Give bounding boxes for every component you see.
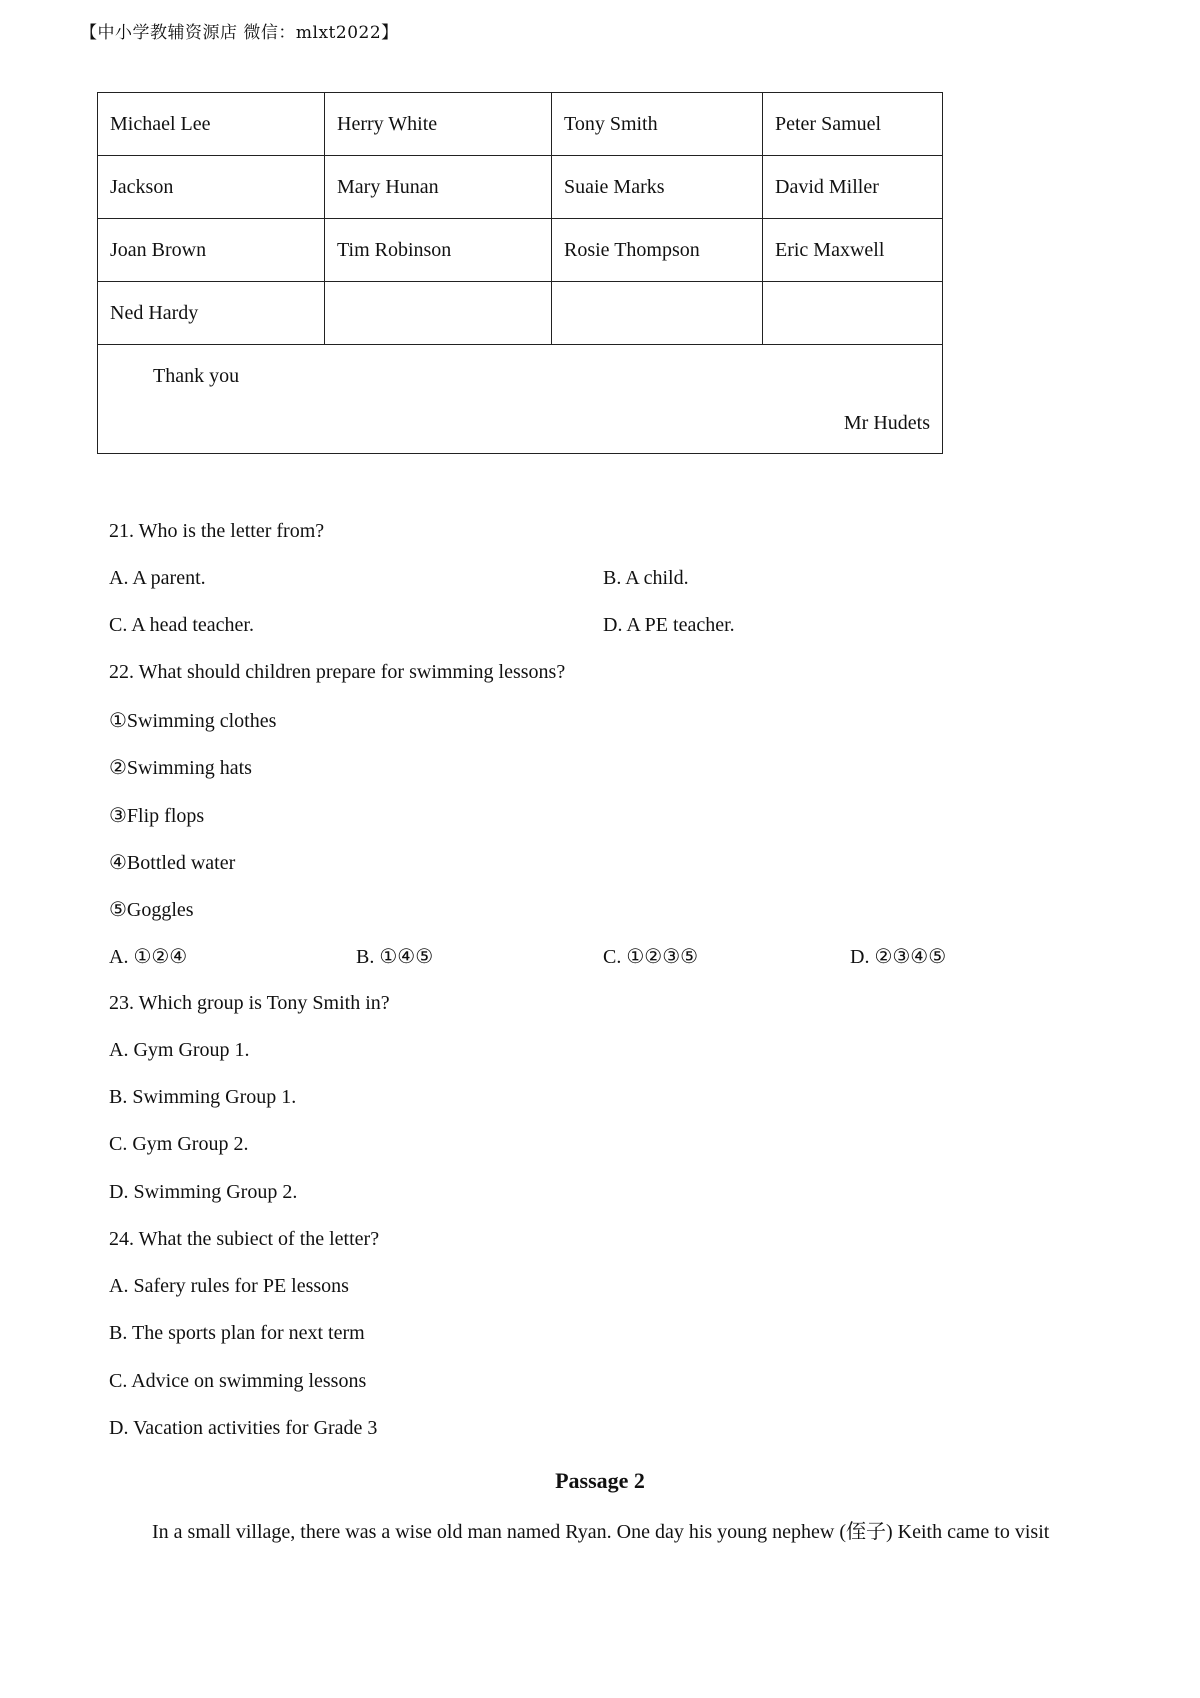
q22-item: ③Flip flops xyxy=(109,805,205,827)
table-cell xyxy=(763,282,943,345)
closing-cell xyxy=(98,345,943,454)
passage-paragraph: In a small village, there was a wise old man named Ryan. One day his young nephew (侄子) Keith came to visit xyxy=(152,1521,1050,1543)
table-cell: Tony Smith xyxy=(552,93,763,156)
table-row xyxy=(98,282,943,345)
q23-option-c: C. Gym Group 2. xyxy=(109,1133,249,1155)
q23-option-d: D. Swimming Group 2. xyxy=(109,1181,298,1203)
q24-option-a: A. Safery rules for PE lessons xyxy=(109,1275,349,1297)
q24-option-d: D. Vacation activities for Grade 3 xyxy=(109,1417,378,1439)
table-cell: David Miller xyxy=(763,156,943,219)
table-cell: Eric Maxwell xyxy=(763,219,943,282)
q22-option-c: C. ①②③⑤ xyxy=(603,946,699,968)
q22-item: ①Swimming clothes xyxy=(109,710,277,732)
q22-option-a: A. ①②④ xyxy=(109,946,188,968)
passage-title: Passage 2 xyxy=(555,1468,645,1493)
q22-item: ④Bottled water xyxy=(109,852,236,874)
table-row xyxy=(98,156,943,219)
q21-option-a: A. A parent. xyxy=(109,567,206,589)
question-24: 24. What the subiect of the letter? xyxy=(109,1228,380,1250)
q21-option-d: D. A PE teacher. xyxy=(603,614,735,636)
table-row xyxy=(98,345,943,454)
q24-option-c: C. Advice on swimming lessons xyxy=(109,1370,367,1392)
page-header: 【中小学教辅资源店 微信：mlxt2022】 xyxy=(80,23,399,43)
table-cell xyxy=(552,282,763,345)
question-23: 23. Which group is Tony Smith in? xyxy=(109,992,390,1014)
table-row xyxy=(98,93,943,156)
table-cell: Michael Lee xyxy=(98,93,325,156)
q22-item: ②Swimming hats xyxy=(109,757,252,779)
table-cell: Tim Robinson xyxy=(325,219,552,282)
q21-option-c: C. A head teacher. xyxy=(109,614,254,636)
signature-text: Mr Hudets xyxy=(843,412,930,434)
table-cell: Mary Hunan xyxy=(325,156,552,219)
table-cell: Herry White xyxy=(325,93,552,156)
names-table xyxy=(97,92,943,454)
table-cell: Peter Samuel xyxy=(763,93,943,156)
table-cell: Joan Brown xyxy=(98,219,325,282)
table-cell xyxy=(325,282,552,345)
question-22: 22. What should children prepare for swimming lessons? xyxy=(109,661,566,683)
q24-option-b: B. The sports plan for next term xyxy=(109,1322,365,1344)
q21-option-b: B. A child. xyxy=(603,567,689,589)
q22-option-b: B. ①④⑤ xyxy=(356,946,434,968)
table-cell: Jackson xyxy=(98,156,325,219)
question-21: 21. Who is the letter from? xyxy=(109,520,325,542)
table-row xyxy=(98,219,943,282)
table-cell: Suaie Marks xyxy=(552,156,763,219)
closing-text: Thank you xyxy=(153,365,240,387)
q22-item: ⑤Goggles xyxy=(109,899,194,921)
q22-option-d: D. ②③④⑤ xyxy=(850,946,947,968)
q23-option-a: A. Gym Group 1. xyxy=(109,1039,250,1061)
table-cell: Rosie Thompson xyxy=(552,219,763,282)
table-cell: Ned Hardy xyxy=(98,282,325,345)
q23-option-b: B. Swimming Group 1. xyxy=(109,1086,297,1108)
